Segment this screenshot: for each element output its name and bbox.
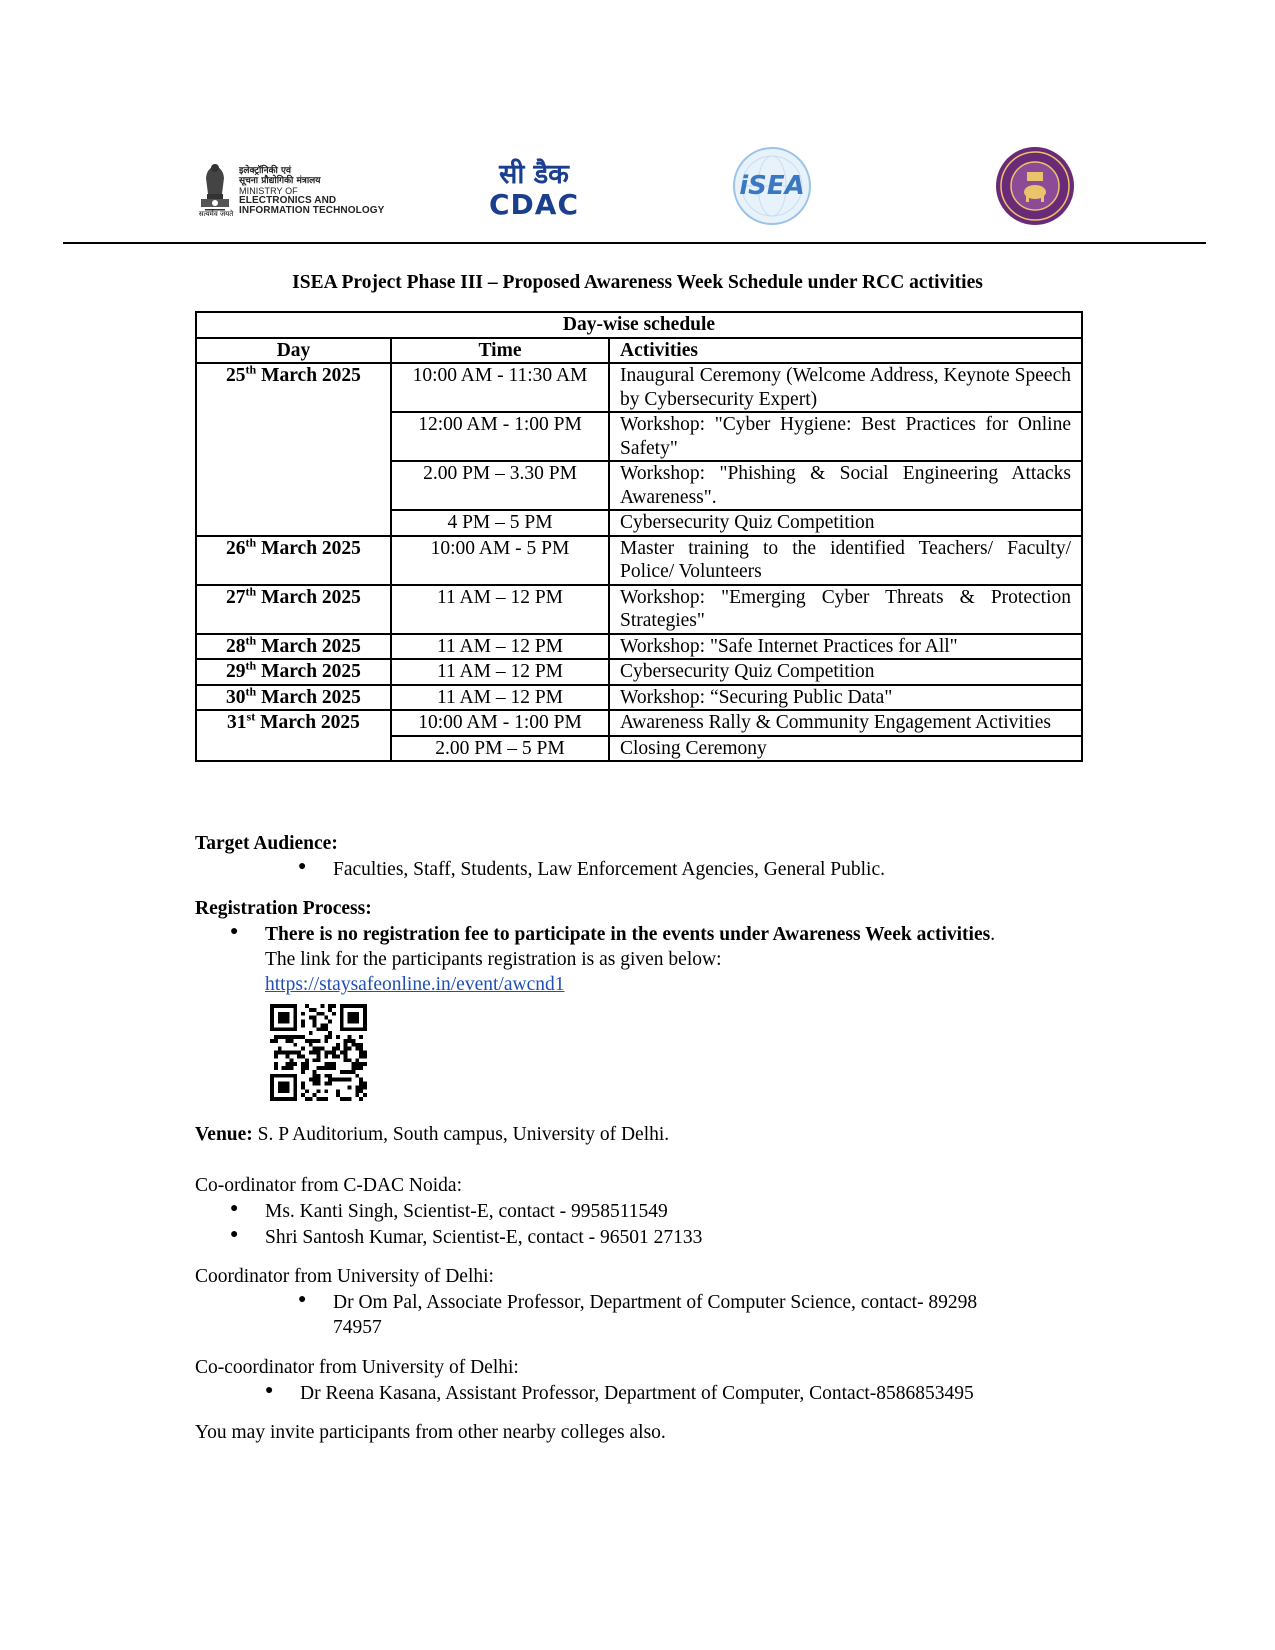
meity-en-line-1: MINISTRY OF	[239, 186, 298, 196]
du-seal-icon	[993, 145, 1077, 227]
emblem-motto: सत्यमेव जयते	[198, 210, 234, 218]
day-number: 27	[226, 586, 246, 608]
activity-cell: Workshop: "Phishing & Social Engineering Attacks Awareness".	[609, 461, 1082, 510]
day-ordinal-suffix: th	[245, 684, 257, 698]
time-cell: 11 AM – 12 PM	[391, 659, 609, 685]
meity-en-line-2: ELECTRONICS AND	[239, 195, 337, 206]
du-cocoordinator-heading: Co-coordinator from University of Delhi:	[195, 1357, 519, 1378]
table-row	[196, 634, 1082, 660]
activity-cell: Cybersecurity Quiz Competition	[609, 510, 1082, 536]
isea-text: iSEA	[739, 171, 805, 201]
table-row	[196, 363, 1082, 412]
du-coordinator-heading: Coordinator from University of Delhi:	[195, 1266, 494, 1287]
venue-label: Venue:	[195, 1124, 253, 1145]
activity-cell: Awareness Rally & Community Engagement Activities	[609, 710, 1082, 736]
registration-link-intro: The link for the participants registration is as given below:	[265, 949, 722, 970]
cdac-coordinator-item: Shri Santosh Kumar, Scientist-E, contact - 96501 27133	[265, 1227, 703, 1248]
time-cell: 11 AM – 12 PM	[391, 634, 609, 660]
day-cell	[196, 659, 391, 685]
column-header-activities: Activities	[609, 338, 1082, 364]
day-cell	[196, 634, 391, 660]
day-number: 26	[226, 537, 246, 559]
du-cocoordinator-item: Dr Reena Kasana, Assistant Professor, Department of Computer, Contact-8586853495	[300, 1383, 974, 1404]
day-ordinal-suffix: th	[245, 535, 257, 549]
time-cell: 11 AM – 12 PM	[391, 685, 609, 711]
day-cell	[196, 710, 391, 761]
activity-cell: Workshop: "Emerging Cyber Threats & Protection Strategies"	[609, 585, 1082, 634]
activity-cell: Cybersecurity Quiz Competition	[609, 659, 1082, 685]
meity-hindi-line-1: इलेक्ट्रॉनिकी एवं	[239, 166, 291, 176]
activity-cell: Workshop: “Securing Public Data"	[609, 685, 1082, 711]
table-row	[196, 536, 1082, 585]
document-title: ISEA Project Phase III – Proposed Awareness Week Schedule under RCC activities	[292, 272, 983, 293]
meity-name	[239, 166, 384, 216]
schedule-table	[195, 311, 1083, 762]
registration-heading: Registration Process:	[195, 898, 372, 919]
time-cell: 11 AM – 12 PM	[391, 585, 609, 634]
time-cell: 2.00 PM – 5 PM	[391, 736, 609, 762]
table-row	[196, 685, 1082, 711]
day-number: 25	[226, 365, 246, 386]
time-cell: 12:00 AM - 1:00 PM	[391, 412, 609, 461]
bullet-icon: ●	[230, 1201, 239, 1216]
registration-qr-code[interactable]	[270, 1004, 367, 1101]
time-cell: 10:00 AM - 5 PM	[391, 536, 609, 585]
time-cell: 2.00 PM – 3.30 PM	[391, 461, 609, 510]
bullet-icon: ●	[265, 1383, 274, 1398]
day-number: 29	[226, 661, 246, 682]
table-row	[196, 710, 1082, 736]
time-cell: 4 PM – 5 PM	[391, 510, 609, 536]
cdac-logo	[484, 160, 584, 226]
column-header-time: Time	[391, 338, 609, 364]
meity-hindi-line-2: सूचना प्रौद्योगिकी मंत्रालय	[239, 176, 321, 186]
closing-note: You may invite participants from other nearby colleges also.	[195, 1422, 666, 1443]
table-row	[196, 585, 1082, 634]
activity-cell: Workshop: "Cyber Hygiene: Best Practices for Online Safety"	[609, 412, 1082, 461]
meity-logo	[193, 160, 403, 224]
activity-cell: Inaugural Ceremony (Welcome Address, Keynote Speech by Cybersecurity Expert)	[609, 363, 1082, 412]
day-month-year: March 2025	[256, 586, 361, 608]
cdac-coordinator-item: Ms. Kanti Singh, Scientist-E, contact - 9958511549	[265, 1201, 668, 1222]
cdac-hindi: सी डैक	[499, 159, 569, 190]
schedule-body	[196, 363, 1082, 761]
bullet-icon: ●	[230, 1227, 239, 1242]
day-month-year: March 2025	[256, 537, 361, 559]
isea-logo	[730, 145, 814, 227]
day-month-year: March 2025	[256, 686, 361, 708]
column-header-day: Day	[196, 338, 391, 364]
activity-cell: Closing Ceremony	[609, 736, 1082, 762]
university-of-delhi-logo	[993, 145, 1077, 227]
registration-fee-period: .	[990, 924, 996, 945]
registration-fee-bold: There is no registration fee to participate in the events under Awareness Week activities	[265, 924, 991, 945]
table-caption: Day-wise schedule	[196, 312, 1082, 338]
table-row	[196, 659, 1082, 685]
day-number: 30	[226, 686, 246, 708]
day-cell	[196, 536, 391, 585]
activity-cell: Workshop: "Safe Internet Practices for All"	[609, 634, 1082, 660]
cdac-coordinator-heading: Co-ordinator from C-DAC Noida:	[195, 1175, 463, 1196]
bullet-icon: ●	[230, 924, 239, 939]
time-cell: 10:00 AM - 11:30 AM	[391, 363, 609, 412]
day-ordinal-suffix: st	[246, 709, 256, 724]
venue-line	[195, 1122, 669, 1147]
du-coordinator-item-cont: 74957	[333, 1317, 382, 1338]
du-coordinator-item: Dr Om Pal, Associate Professor, Department of Computer Science, contact- 89298	[333, 1292, 978, 1313]
day-ordinal-suffix: th	[245, 584, 257, 598]
day-month-year: March 2025	[256, 661, 361, 682]
bullet-icon: ●	[298, 1292, 307, 1307]
day-ordinal-suffix: th	[245, 633, 257, 647]
day-ordinal-suffix: th	[245, 362, 257, 377]
bullet-icon: ●	[298, 859, 307, 874]
day-number: 28	[226, 635, 246, 657]
day-cell	[196, 363, 391, 536]
cdac-english: CDAC	[488, 188, 579, 221]
activity-cell: Master training to the identified Teachers/ Faculty/ Police/ Volunteers	[609, 536, 1082, 585]
target-audience-heading: Target Audience:	[195, 833, 338, 854]
day-month-year: March 2025	[256, 635, 361, 657]
meity-en-line-3: INFORMATION TECHNOLOGY	[239, 205, 385, 216]
day-cell	[196, 585, 391, 634]
time-cell: 10:00 AM - 1:00 PM	[391, 710, 609, 736]
venue-text: S. P Auditorium, South campus, University of Delhi.	[252, 1124, 670, 1145]
registration-link[interactable]: https://staysafeonline.in/event/awcnd1	[265, 974, 565, 995]
day-cell	[196, 685, 391, 711]
target-audience-item: Faculties, Staff, Students, Law Enforcement Agencies, General Public.	[333, 859, 885, 880]
day-month-year: March 2025	[255, 712, 360, 733]
day-ordinal-suffix: th	[245, 658, 257, 673]
registration-fee-note	[265, 922, 995, 947]
day-month-year: March 2025	[256, 365, 361, 386]
day-number: 31	[227, 712, 247, 733]
header-divider	[63, 242, 1206, 244]
